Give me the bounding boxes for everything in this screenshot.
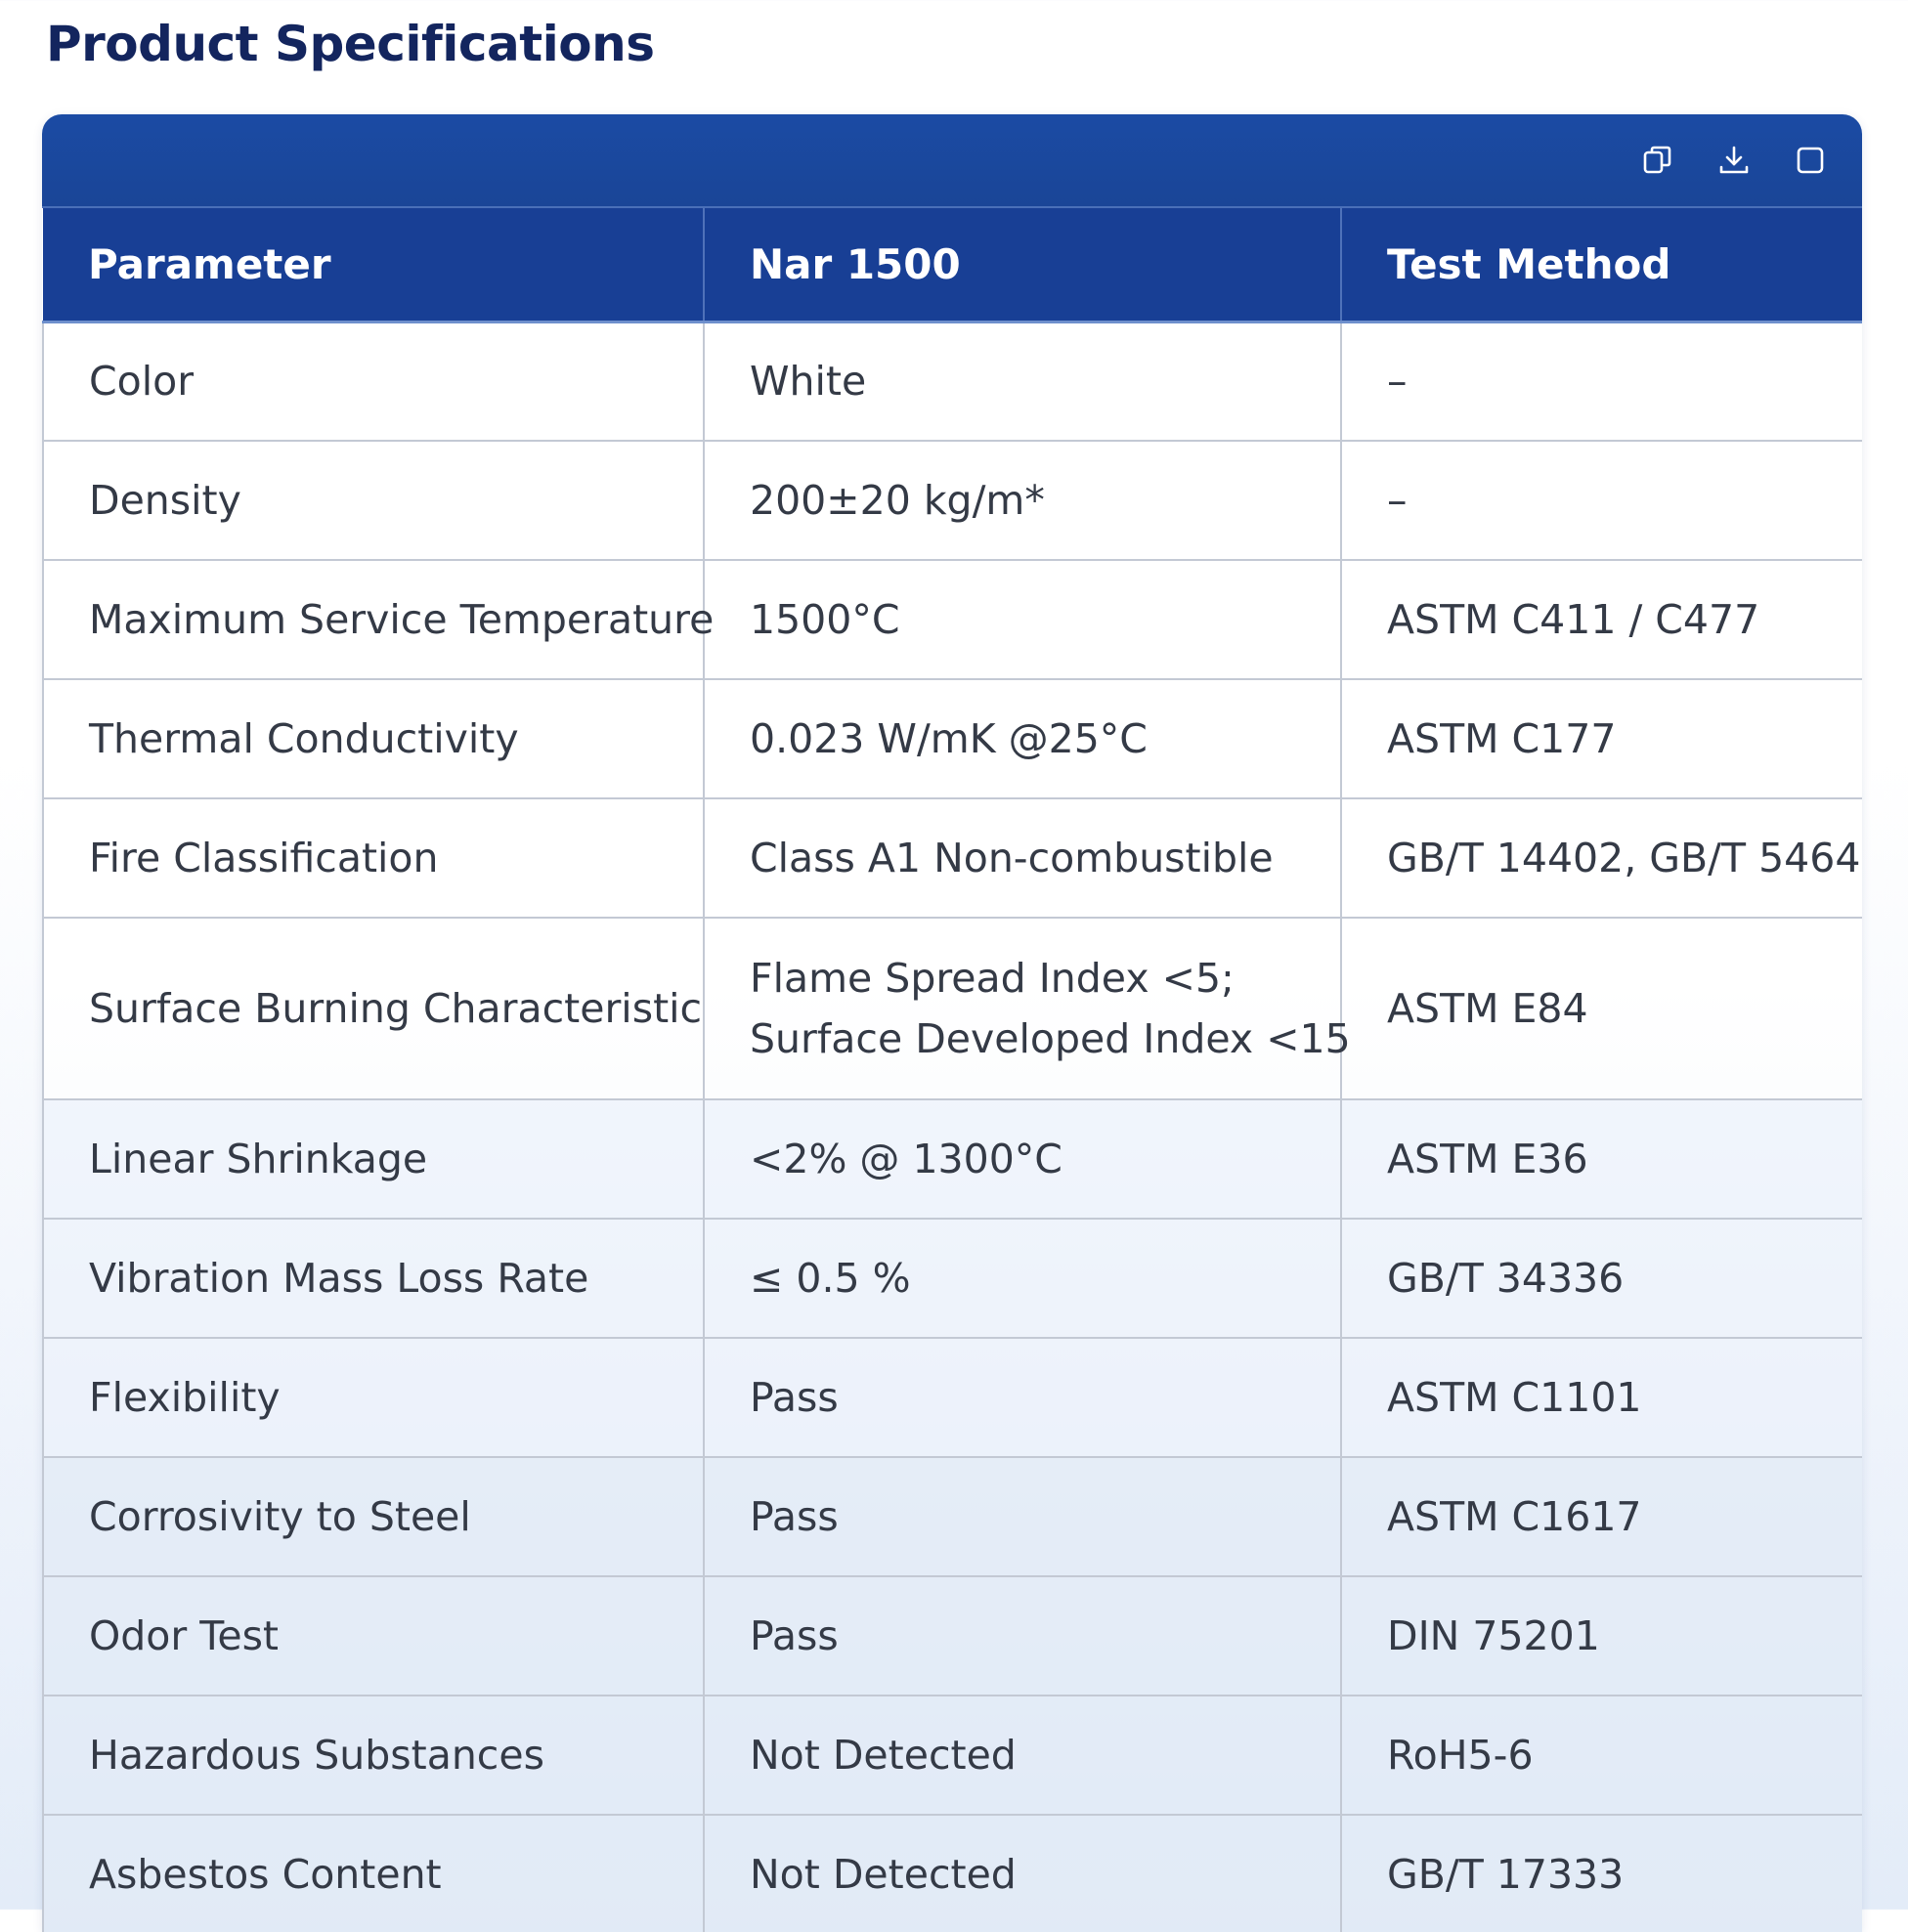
value-cell: Pass <box>704 1576 1341 1696</box>
value-cell <box>704 918 1351 1099</box>
table-row <box>43 798 1862 918</box>
parameter-cell: Surface Burning Characteristic <box>43 918 704 1099</box>
table-row <box>43 1099 1862 1219</box>
method-cell: GB/T 14402, GB/T 5464 <box>1341 798 1862 918</box>
download-button[interactable] <box>1717 144 1751 177</box>
column-header-parameter: Parameter <box>43 208 704 322</box>
value-cell: Not Detected <box>704 1696 1341 1815</box>
parameter-cell: Odor Test <box>43 1576 704 1696</box>
table-row <box>43 1815 1862 1932</box>
download-icon <box>1717 144 1751 177</box>
copy-button[interactable] <box>1641 144 1674 177</box>
spec-table-card <box>42 114 1862 1932</box>
value-cell: <2% @ 1300°C <box>704 1099 1341 1219</box>
value-line: Flame Spread Index <5; <box>750 955 1235 1002</box>
table-row <box>43 560 1862 679</box>
table-row <box>43 441 1862 560</box>
table-toolbar <box>42 114 1862 208</box>
parameter-cell: Asbestos Content <box>43 1815 704 1932</box>
method-cell: ASTM C411 / C477 <box>1341 560 1862 679</box>
parameter-cell: Fire Classification <box>43 798 704 918</box>
column-header-test-method: Test Method <box>1341 208 1862 322</box>
value-cell: Pass <box>704 1457 1341 1576</box>
value-line: Surface Developed Index <15 <box>750 1015 1351 1062</box>
value-cell: Pass <box>704 1338 1341 1457</box>
method-cell: GB/T 34336 <box>1341 1219 1862 1338</box>
table-body-area <box>42 208 1862 1932</box>
method-cell: ASTM E36 <box>1341 1099 1862 1219</box>
value-cell: Not Detected <box>704 1815 1341 1932</box>
table-row <box>43 1338 1862 1457</box>
parameter-cell: Color <box>43 322 704 441</box>
value-cell: 0.023 W/mK @25°C <box>704 679 1341 798</box>
table-row <box>43 918 1862 1099</box>
parameter-cell: Hazardous Substances <box>43 1696 704 1815</box>
table-row <box>43 1219 1862 1338</box>
parameter-cell: Maximum Service Temperature <box>43 560 704 679</box>
table-row <box>43 1696 1862 1815</box>
table-row <box>43 1457 1862 1576</box>
method-cell: RoH5-6 <box>1341 1696 1862 1815</box>
method-cell: ASTM C1617 <box>1341 1457 1862 1576</box>
parameter-cell: Linear Shrinkage <box>43 1099 704 1219</box>
method-cell: ASTM E84 <box>1341 918 1862 1099</box>
page-title: Product Specifications <box>46 16 655 72</box>
method-cell: GB/T 17333 <box>1341 1815 1862 1932</box>
parameter-cell: Corrosivity to Steel <box>43 1457 704 1576</box>
method-cell: ASTM C177 <box>1341 679 1862 798</box>
table-row <box>43 679 1862 798</box>
fullscreen-button[interactable] <box>1794 144 1827 177</box>
method-cell: ASTM C1101 <box>1341 1338 1862 1457</box>
table-header-row <box>43 208 1862 322</box>
toolbar-icons <box>1641 144 1827 177</box>
value-cell: ≤ 0.5 % <box>704 1219 1341 1338</box>
parameter-cell: Vibration Mass Loss Rate <box>43 1219 704 1338</box>
value-cell: Class A1 Non-combustible <box>704 798 1341 918</box>
method-cell: – <box>1341 441 1862 560</box>
parameter-cell: Flexibility <box>43 1338 704 1457</box>
method-cell: – <box>1341 322 1862 441</box>
copy-icon <box>1641 144 1674 177</box>
method-cell: DIN 75201 <box>1341 1576 1862 1696</box>
column-header-product: Nar 1500 <box>704 208 1341 322</box>
fullscreen-icon <box>1794 144 1827 177</box>
table-row <box>43 322 1862 441</box>
value-cell: 200±20 kg/m* <box>704 441 1341 560</box>
parameter-cell: Thermal Conductivity <box>43 679 704 798</box>
value-cell: 1500°C <box>704 560 1341 679</box>
parameter-cell: Density <box>43 441 704 560</box>
value-cell: White <box>704 322 1341 441</box>
specifications-table <box>42 208 1862 1932</box>
table-row <box>43 1576 1862 1696</box>
